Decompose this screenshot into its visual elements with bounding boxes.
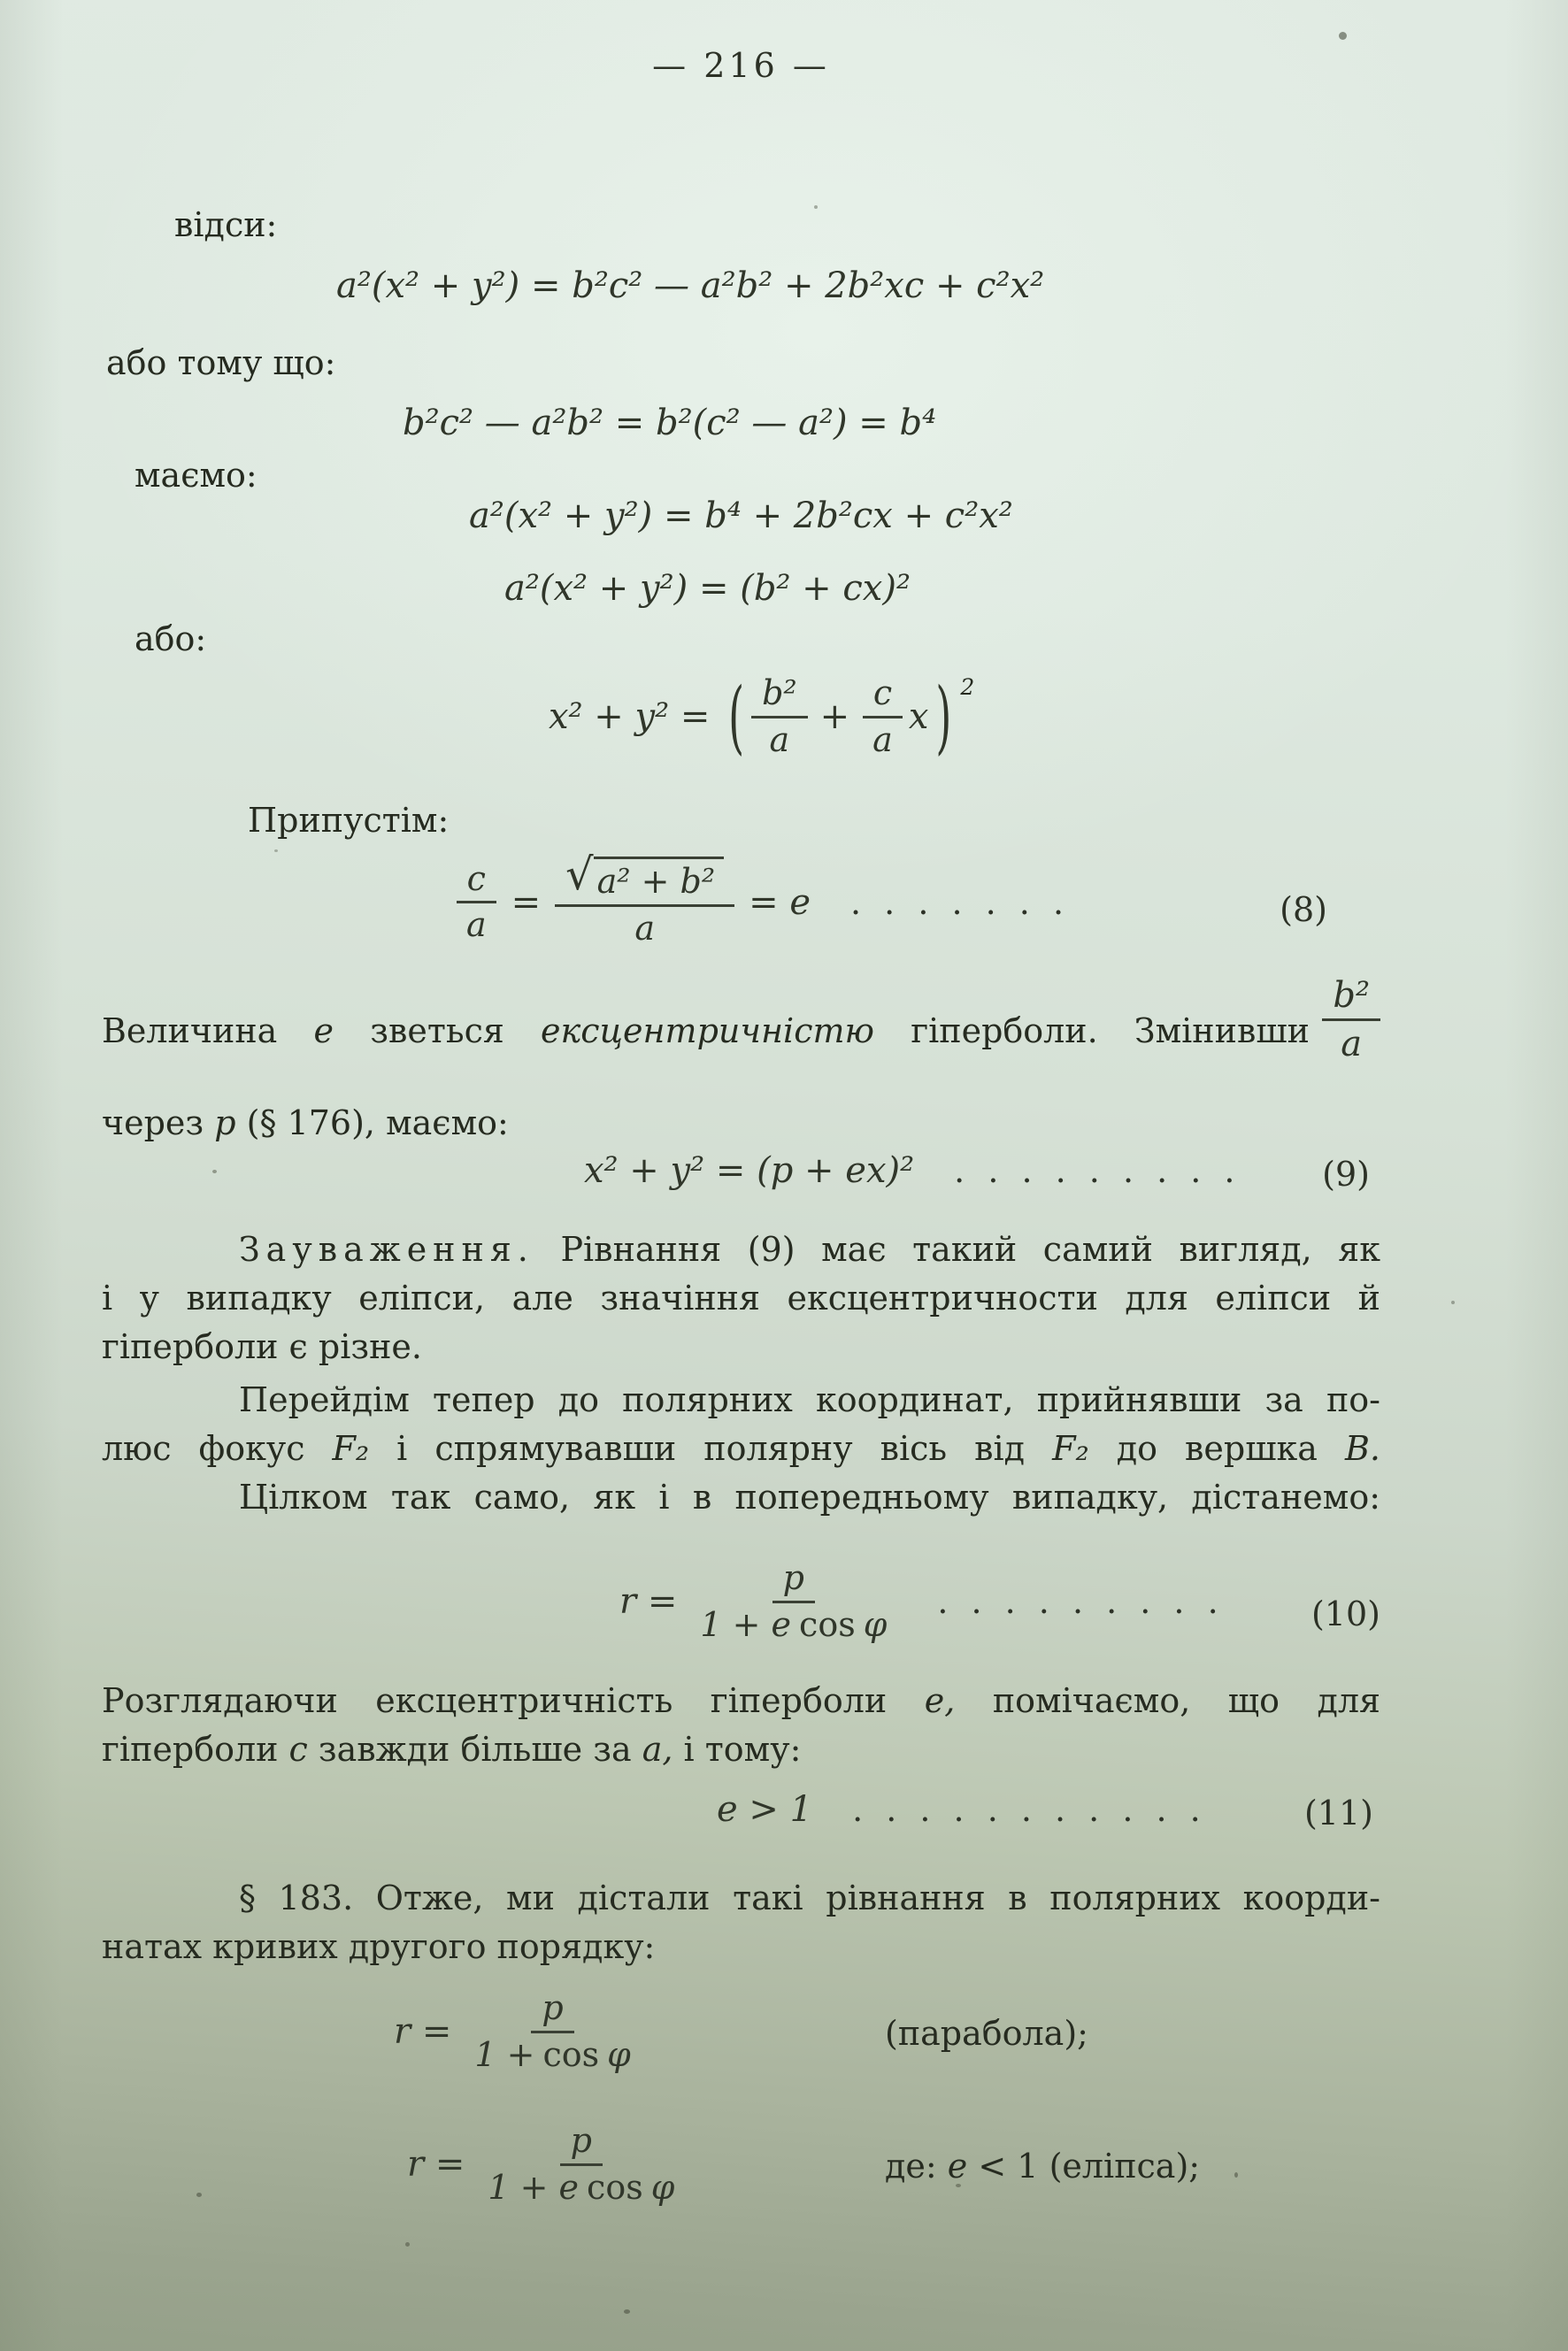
formula-1-row [102, 265, 1380, 306]
text-segment: (еліпса); [1049, 2147, 1201, 2186]
fraction-den: a [1341, 1024, 1363, 1064]
paper-speck [1339, 32, 1347, 40]
label-abo-text: або: [135, 619, 207, 658]
formula-ellipse-row [102, 2122, 1380, 2207]
label-prypustim-text: Припустім: [248, 801, 450, 840]
formula-ellipse-den [477, 2166, 685, 2208]
text-segment: де: [885, 2147, 937, 2186]
formula-ellipse-frac [477, 2122, 685, 2207]
den-segment: 1 + e [700, 1604, 792, 1644]
label-abo [102, 619, 1380, 658]
cos-function: cos [587, 2167, 643, 2207]
formula-9-dot-leader: . . . . . . . . . [954, 1151, 1241, 1190]
formula-5-plus: + [819, 696, 850, 738]
var-phi: φ [863, 1604, 888, 1644]
paper-speck [274, 849, 278, 852]
var-phi: φ [650, 2167, 675, 2207]
formula-11-tag: (11) [1303, 1794, 1373, 1832]
formula-8-equals-e: = e [749, 881, 811, 923]
paragraph-zauvazhennia-line-2: і у випадку еліпси, але значіння ексцентричности для еліпси й [102, 1279, 1380, 1318]
text-segment: до вершка [1116, 1429, 1318, 1468]
fraction-b2-over-a [1322, 975, 1380, 1064]
formula-5-frac2-num: c [863, 674, 903, 718]
formula-5-frac1-num: b² [751, 674, 808, 718]
paragraph-183 [102, 1874, 1380, 1971]
paragraph-rozhliadaiuchy [102, 1677, 1380, 1774]
paragraph-pereidim-line-3: Цілком так само, як і в попередньому випадку, дістанемо: [239, 1478, 1380, 1517]
formula-5-frac1-den: a [769, 719, 790, 759]
text-segment: < 1 [978, 2147, 1039, 2186]
formula-4: a²(x² + y²) = (b² + cx)² [504, 568, 911, 609]
formula-ellipse-num: p [560, 2122, 603, 2166]
paragraph-velychyna-line-1 [102, 1007, 1310, 1056]
formula-8-lhs-num: c [457, 860, 496, 904]
formula-5-frac2 [862, 674, 903, 759]
label-maiemo [102, 456, 1380, 495]
radical-sign: √ [565, 849, 594, 900]
paper-speck [196, 2193, 202, 2197]
formula-5-lhs: x² + y² = [549, 696, 722, 738]
text-segment: Величина [102, 1011, 278, 1050]
formula-10-lhs: r = [619, 1581, 678, 1623]
var-c: c [288, 1730, 308, 1769]
formula-parabola-num: p [531, 1989, 573, 2033]
paper-speck [1451, 1301, 1455, 1304]
formula-10-num: p [772, 1559, 815, 1603]
page-number: — 216 — [652, 46, 830, 85]
paper-speck [956, 2184, 961, 2187]
formula-3: a²(x² + y²) = b⁴ + 2b²cx + c²x² [469, 496, 1013, 536]
formula-9-row [102, 1150, 1380, 1194]
text-segment: помічаємо, що для [992, 1681, 1380, 1720]
formula-4-row [102, 568, 1380, 609]
label-vidsy [102, 205, 1380, 244]
paragraph-183-line-1: § 183. Отже, ми дістали такі рівнання в полярних коорди- [239, 1878, 1380, 1917]
formula-5-var: x [908, 696, 929, 738]
formula-8-dot-leader: . . . . . . . [850, 882, 1071, 922]
formula-5-power: 2 [960, 673, 975, 700]
remark-heading: Зауваження. [239, 1230, 534, 1269]
var-e: e [947, 2147, 968, 2186]
label-abo-tomu [102, 343, 1380, 382]
var-F2: F₂ [1052, 1429, 1089, 1468]
formula-8-equals-1: = [511, 881, 542, 923]
den-segment: 1 + [474, 2034, 535, 2074]
formula-8-lhs-frac [456, 860, 497, 945]
var-e: e, [924, 1681, 956, 1720]
formula-5-rparen: ) [935, 670, 952, 764]
text-segment: (§ 176), маємо: [246, 1103, 509, 1142]
formula-8-lhs-den: a [466, 905, 487, 945]
formula-parabola-den [464, 2033, 641, 2075]
var-F2: F₂ [332, 1429, 370, 1468]
paragraph-pereidim-line-2 [102, 1425, 1380, 1473]
formula-5-frac1 [751, 674, 808, 759]
text-segment: через [102, 1103, 204, 1142]
term-eccentricity: ексцентричністю [541, 1011, 874, 1050]
paragraph-zauvazhennia [102, 1225, 1380, 1371]
den-segment: 1 + e [488, 2167, 580, 2207]
text-segment: гіперболи [102, 1730, 279, 1769]
text-segment: люс фокус [102, 1429, 305, 1468]
formula-ellipse-lhs: r = [407, 2144, 465, 2186]
paper-speck [405, 2242, 410, 2247]
formula-8-den: a [634, 908, 655, 948]
var-e: e [313, 1011, 334, 1050]
formula-2-row [102, 403, 1380, 443]
formula-8-tag: (8) [1280, 890, 1327, 929]
fraction-num: b² [1322, 975, 1380, 1021]
formula-11-dot-leader: . . . . . . . . . . . [852, 1790, 1207, 1829]
text-segment: Рівнання (9) має такий самий вигляд, як [560, 1230, 1380, 1269]
text-segment: зветься [370, 1011, 504, 1050]
paragraph-zauvazhennia-line-3: гіперболи є різне. [102, 1327, 422, 1366]
paper-speck [212, 1170, 217, 1173]
formula-ellipse-caption [885, 2147, 1200, 2186]
formula-parabola-row [102, 1989, 1380, 2074]
label-abo-tomu-text: або тому що: [106, 343, 336, 382]
formula-10-dot-leader: . . . . . . . . . [937, 1582, 1225, 1622]
text-segment: гіперболи. Змінивши [911, 1011, 1310, 1050]
paragraph-zauvazhennia-line-1 [102, 1225, 1380, 1274]
formula-5-frac2-den: a [872, 719, 893, 759]
paper-speck [1234, 2172, 1238, 2178]
formula-parabola-caption: (парабола); [885, 2014, 1088, 2053]
formula-2: b²c² — a²b² = b²(c² — a²) = b⁴ [403, 403, 937, 443]
formula-10-tag: (10) [1311, 1594, 1380, 1633]
formula-9: x² + y² = (p + ex)² [584, 1150, 915, 1191]
var-phi: φ [607, 2034, 631, 2074]
formula-parabola-frac [464, 1989, 641, 2074]
formula-5-lparen: ( [728, 670, 745, 764]
formula-11: e > 1 [717, 1789, 813, 1830]
formula-8-rhs-frac [555, 849, 734, 948]
paragraph-rozhliadaiuchy-line-1 [102, 1677, 1380, 1725]
text-segment: і тому: [683, 1730, 802, 1769]
cos-function: cos [799, 1604, 856, 1644]
paragraph-rozhliadaiuchy-line-2 [102, 1725, 1380, 1774]
paper-speck [624, 2309, 630, 2314]
paragraph-pereidim [102, 1376, 1380, 1522]
var-B: B. [1344, 1429, 1380, 1468]
label-prypustim [102, 801, 1380, 840]
formula-5-row [102, 670, 1568, 764]
label-vidsy-text: відси: [174, 205, 278, 244]
var-a: a, [642, 1730, 673, 1769]
var-p: p [214, 1103, 236, 1142]
text-segment: завжди більше за [318, 1730, 632, 1769]
formula-3-row [102, 496, 1380, 536]
text-segment: і спрямувавши полярну вісь від [396, 1429, 1026, 1468]
paragraph-velychyna-line-2 [102, 1099, 509, 1148]
formula-10-row [102, 1559, 1380, 1644]
formula-10-den [689, 1603, 897, 1645]
formula-parabola-lhs: r = [394, 2011, 452, 2053]
label-maiemo-text: маємо: [135, 456, 257, 495]
formula-1: a²(x² + y²) = b²c² — a²b² + 2b²xc + c²x² [336, 265, 1045, 306]
paragraph-pereidim-line-1: Перейдім тепер до полярних координат, прийнявши за по- [239, 1380, 1380, 1419]
formula-10-frac [689, 1559, 897, 1644]
paper-speck [814, 205, 818, 209]
formula-11-row [102, 1789, 1380, 1830]
paragraph-183-line-2: натах кривих другого порядку: [102, 1927, 656, 1966]
formula-9-tag: (9) [1322, 1155, 1370, 1194]
formula-8-sqrt [555, 849, 734, 907]
cos-function: cos [542, 2034, 600, 2074]
formula-8-root-content: a² + b² [594, 857, 724, 902]
paragraph-velychyna [102, 973, 1380, 1159]
formula-8-row [102, 849, 1380, 948]
text-segment: Розглядаючи ексцентричність гіперболи [102, 1681, 888, 1720]
